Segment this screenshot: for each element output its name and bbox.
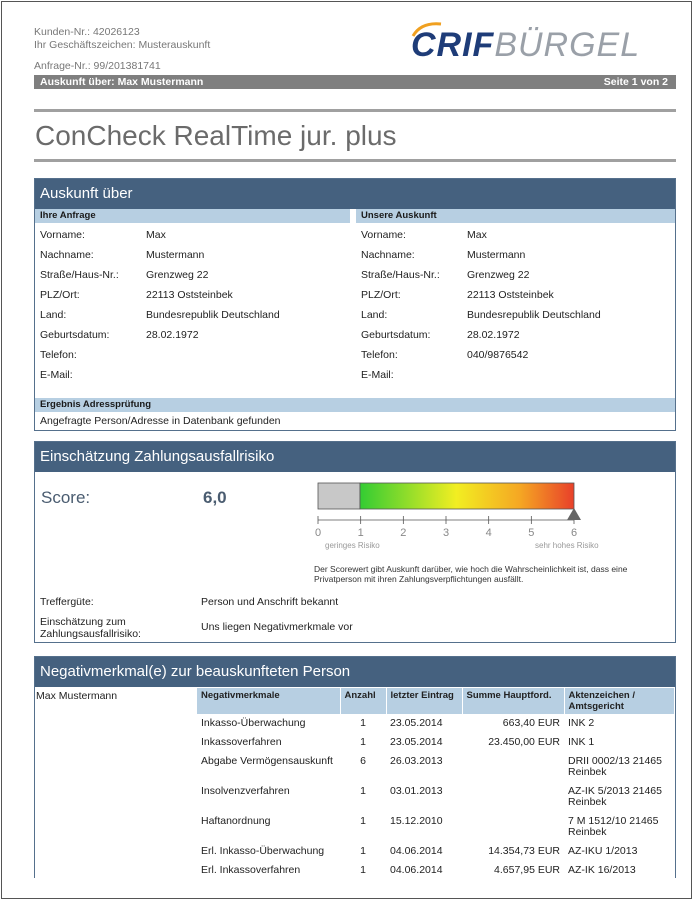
table-row bbox=[197, 733, 674, 752]
anfrage-value: 22113 Oststeinbek bbox=[146, 289, 233, 301]
risk-heading: Einschätzung Zahlungsausfallrisiko bbox=[35, 442, 675, 472]
col-datum: letzter Eintrag bbox=[386, 688, 462, 714]
unsere-auskunft-column bbox=[356, 209, 675, 385]
anfrage-key: Nachname: bbox=[40, 249, 94, 261]
cell-akten: AZ-IK 16/2013 bbox=[568, 864, 636, 876]
auskunft-key: Telefon: bbox=[361, 349, 398, 361]
anfrage-value: Max bbox=[146, 229, 166, 241]
auskunft-key: Land: bbox=[361, 309, 388, 321]
scale-tick-label: 2 bbox=[400, 527, 407, 539]
cell-merkmal: Erl. Inkassoverfahren bbox=[201, 864, 301, 876]
cell-akten: INK 1 bbox=[568, 736, 595, 748]
scale-tick-label: 1 bbox=[357, 527, 364, 539]
treffer-row bbox=[40, 596, 339, 608]
einschaetzung-label-line2: Zahlungsausfallrisiko: bbox=[40, 628, 141, 640]
page-title: ConCheck RealTime jur. plus bbox=[35, 120, 397, 151]
scale-high-label: sehr hohes Risiko bbox=[535, 541, 599, 550]
anfrage-value: Grenzweg 22 bbox=[146, 269, 209, 281]
cell-akten: DRII 0002/13 21465 Reinbek bbox=[568, 755, 662, 778]
cell-datum: 04.06.2014 bbox=[390, 845, 443, 857]
document-page bbox=[1, 1, 692, 899]
anfrage-value: Mustermann bbox=[146, 249, 205, 261]
auskunft-value: 28.02.1972 bbox=[467, 329, 520, 341]
auskunft-key: Nachname: bbox=[361, 249, 415, 261]
auskunft-row bbox=[356, 265, 675, 285]
scale-tick-label: 5 bbox=[528, 527, 535, 539]
scale-tick-label: 6 bbox=[570, 527, 578, 539]
auskunft-row bbox=[356, 225, 675, 245]
cell-anzahl: 1 bbox=[360, 864, 366, 876]
ihre-anfrage-rows bbox=[35, 223, 352, 385]
col-akten: Aktenzeichen / Amtsgericht bbox=[564, 688, 674, 714]
subject-label: Auskunft über: Max Mustermann bbox=[40, 76, 204, 88]
table-row bbox=[197, 842, 674, 861]
negative-table-header bbox=[197, 688, 674, 714]
col-anzahl: Anzahl bbox=[340, 688, 386, 714]
ihre-anfrage-heading: Ihre Anfrage bbox=[35, 209, 350, 223]
cell-datum: 04.06.2014 bbox=[390, 864, 443, 876]
scale-tick-label: 3 bbox=[442, 527, 450, 539]
cell-summe: 14.354,73 EUR bbox=[488, 845, 560, 857]
cell-merkmal: Insolvenzverfahren bbox=[201, 785, 290, 797]
score-scale bbox=[314, 482, 657, 562]
risk-panel bbox=[34, 441, 676, 643]
cell-summe bbox=[462, 752, 564, 782]
header-meta bbox=[34, 26, 210, 73]
anfrage-row bbox=[35, 345, 352, 365]
cell-anzahl: 6 bbox=[360, 755, 366, 767]
einschaetzung-row bbox=[40, 616, 353, 640]
auskunft-value: 22113 Oststeinbek bbox=[467, 289, 554, 301]
auskunft-row bbox=[356, 245, 675, 265]
auskunft-key: Geburtsdatum: bbox=[361, 329, 431, 341]
auskunft-row bbox=[356, 305, 675, 325]
table-row bbox=[197, 782, 674, 812]
anfrage-key: Telefon: bbox=[40, 349, 77, 361]
cell-summe: 663,40 EUR bbox=[502, 717, 560, 729]
page-indicator: Seite 1 von 2 bbox=[603, 76, 668, 88]
anfrage-key: Geburtsdatum: bbox=[40, 329, 110, 341]
col-summe: Summe Hauptford. bbox=[462, 688, 564, 714]
cell-datum: 23.05.2014 bbox=[390, 717, 443, 729]
anfrage-row bbox=[35, 265, 352, 285]
logo-wordmark bbox=[411, 26, 640, 64]
table-row bbox=[197, 861, 674, 880]
auskunft-value: Mustermann bbox=[467, 249, 526, 261]
anfrage-row bbox=[35, 305, 352, 325]
reference: Ihr Geschäftszeichen: Musterauskunft bbox=[34, 39, 211, 51]
divider-bottom bbox=[34, 159, 676, 162]
negative-table bbox=[197, 688, 675, 880]
treffer-value: Person und Anschrift bekannt bbox=[201, 596, 339, 608]
negative-heading: Negativmerkmal(e) zur beauskunfteten Person bbox=[35, 657, 675, 687]
anfrage-row bbox=[35, 285, 352, 305]
auskunft-value: 040/9876542 bbox=[467, 349, 529, 361]
cell-summe: 4.657,95 EUR bbox=[494, 864, 560, 876]
cell-akten: AZ-IK 5/2013 21465 Reinbek bbox=[568, 785, 662, 808]
col-merkmal: Negativmerkmale bbox=[197, 688, 340, 714]
auskunft-row bbox=[356, 325, 675, 345]
auskunft-key: Straße/Haus-Nr.: bbox=[361, 269, 440, 281]
cell-datum: 23.05.2014 bbox=[390, 736, 443, 748]
anfrage-key: Straße/Haus-Nr.: bbox=[40, 269, 119, 281]
logo-crif: CRIF bbox=[411, 26, 495, 64]
table-row bbox=[197, 714, 674, 733]
cell-datum: 26.03.2013 bbox=[390, 755, 443, 767]
auskunft-row bbox=[356, 285, 675, 305]
cell-merkmal: Haftanordnung bbox=[201, 815, 271, 827]
cell-summe: 23.450,00 EUR bbox=[488, 736, 560, 748]
anfrage-value: 28.02.1972 bbox=[146, 329, 199, 341]
cell-datum: 15.12.2010 bbox=[390, 815, 443, 827]
logo-buergel: BÜRGEL bbox=[494, 26, 641, 64]
anfrage-row bbox=[35, 225, 352, 245]
crif-buergel-logo bbox=[411, 24, 673, 64]
ihre-anfrage-column bbox=[35, 209, 352, 385]
scale-grey-zone bbox=[318, 483, 360, 509]
anfrage-row bbox=[35, 325, 352, 345]
cell-merkmal: Abgabe Vermögensauskunft bbox=[201, 755, 333, 767]
auskunft-panel bbox=[34, 178, 676, 431]
negative-person: Max Mustermann bbox=[36, 690, 118, 702]
cell-merkmal: Inkassoverfahren bbox=[201, 736, 282, 748]
auskunft-row bbox=[356, 345, 675, 365]
einschaetzung-value: Uns liegen Negativmerkmale vor bbox=[201, 621, 353, 633]
cell-summe bbox=[462, 812, 564, 842]
ergebnis-heading: Ergebnis Adressprüfung bbox=[35, 398, 675, 412]
cell-anzahl: 1 bbox=[360, 845, 366, 857]
table-row bbox=[197, 752, 674, 782]
anfrage-key: Land: bbox=[40, 309, 67, 321]
auskunft-heading: Auskunft über bbox=[35, 179, 675, 209]
anfrage-key: E-Mail: bbox=[40, 369, 73, 381]
cell-akten: 7 M 1512/10 21465 Reinbek bbox=[568, 815, 659, 838]
auskunft-key: E-Mail: bbox=[361, 369, 394, 381]
unsere-auskunft-rows bbox=[356, 223, 675, 385]
negative-panel bbox=[34, 656, 676, 878]
treffer-label: Treffergüte: bbox=[40, 596, 94, 608]
auskunft-value: Grenzweg 22 bbox=[467, 269, 530, 281]
cell-akten: INK 2 bbox=[568, 717, 595, 729]
anfrage-key: Vorname: bbox=[40, 229, 85, 241]
cell-merkmal: Erl. Inkasso-Überwachung bbox=[201, 845, 325, 857]
customer-number: Kunden-Nr.: 42026123 bbox=[34, 26, 140, 38]
anfrage-key: PLZ/Ort: bbox=[40, 289, 80, 301]
cell-summe bbox=[462, 782, 564, 812]
cell-merkmal: Inkasso-Überwachung bbox=[201, 717, 306, 729]
score-value: 6,0 bbox=[203, 488, 227, 507]
score-note: Der Scorewert gibt Auskunft darüber, wie hoch die Wahrscheinlichkeit ist, dass eine Privatperson mit ihren Zahlungsverpflichtungen ausfällt. bbox=[314, 564, 628, 584]
subject-bar bbox=[34, 75, 676, 89]
scale-gradient-zone bbox=[360, 483, 574, 509]
score-marker bbox=[567, 508, 581, 520]
auskunft-key: Vorname: bbox=[361, 229, 406, 241]
auskunft-value: Max bbox=[467, 229, 487, 241]
unsere-auskunft-heading: Unsere Auskunft bbox=[356, 209, 675, 223]
cell-anzahl: 1 bbox=[360, 717, 366, 729]
cell-anzahl: 1 bbox=[360, 815, 366, 827]
scale-ticks bbox=[315, 516, 577, 539]
cell-datum: 03.01.2013 bbox=[390, 785, 443, 797]
anfrage-row bbox=[35, 245, 352, 265]
einschaetzung-label-line1: Einschätzung zum bbox=[40, 616, 126, 628]
divider-top bbox=[34, 109, 676, 112]
request-number: Anfrage-Nr.: 99/201381741 bbox=[34, 60, 161, 72]
scale-tick-label: 4 bbox=[485, 527, 492, 539]
cell-anzahl: 1 bbox=[360, 785, 366, 797]
scale-tick-label: 0 bbox=[314, 527, 322, 539]
scale-low-label: geringes Risiko bbox=[325, 541, 380, 550]
score-label: Score: bbox=[41, 488, 91, 507]
cell-akten: AZ-IKU 1/2013 bbox=[568, 845, 638, 857]
anfrage-value: Bundesrepublik Deutschland bbox=[146, 309, 280, 321]
ergebnis-text: Angefragte Person/Adresse in Datenbank gefunden bbox=[40, 415, 281, 427]
auskunft-key: PLZ/Ort: bbox=[361, 289, 401, 301]
auskunft-value: Bundesrepublik Deutschland bbox=[467, 309, 601, 321]
auskunft-row bbox=[356, 365, 675, 385]
cell-anzahl: 1 bbox=[360, 736, 366, 748]
anfrage-row bbox=[35, 365, 352, 385]
table-row bbox=[197, 812, 674, 842]
